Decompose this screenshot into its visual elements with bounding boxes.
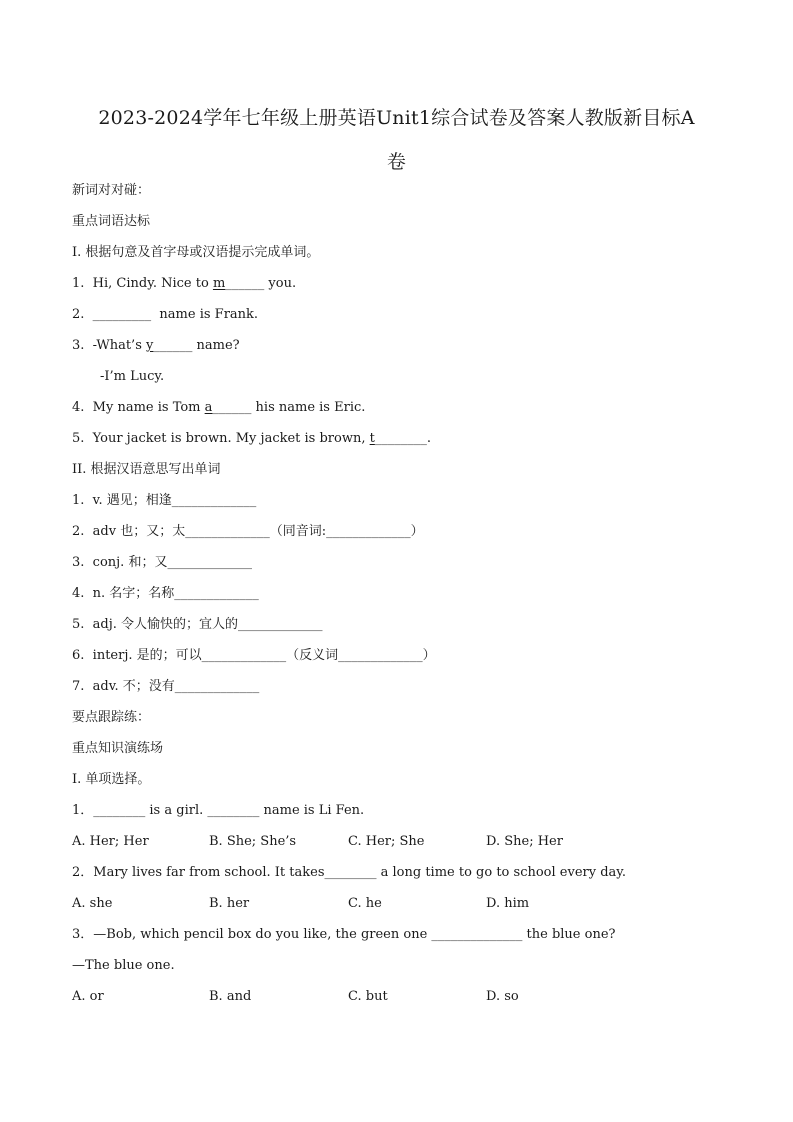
part2-item-2: 2. adv 也；又；太_____________（同音词:_____________） — [72, 524, 424, 539]
part1-item-2 — [72, 306, 258, 324]
question-3-options — [72, 988, 692, 1006]
option-c: C. he — [348, 896, 382, 911]
option-c: C. but — [348, 989, 388, 1004]
item-text: ______ you. — [225, 276, 297, 291]
option-b: B. her — [209, 896, 250, 911]
option-c: C. Her; She — [348, 834, 425, 849]
question-1-options — [72, 833, 692, 851]
item-text: 2. _________ name is Frank. — [72, 307, 259, 322]
item-text: ________. — [374, 431, 431, 446]
section-key-words: 重点词语达标 — [72, 214, 151, 229]
section-new-words: 新词对对碰： — [72, 183, 151, 198]
item-text: -I’m Lucy. — [100, 369, 165, 384]
part2-item-6: 6. interj. 是的；可以_____________（反义词_____________） — [72, 648, 436, 663]
option-d: D. so — [486, 989, 519, 1004]
item-text: 1. Hi, Cindy. Nice to — [72, 276, 213, 291]
part1-heading: I. 根据句意及首字母或汉语提示完成单词。 — [72, 245, 320, 260]
option-d: D. She; Her — [486, 834, 563, 849]
option-d: D. him — [486, 896, 530, 911]
option-a: A. Her; Her — [72, 834, 149, 849]
part1-item-3 — [72, 337, 240, 355]
part1-item-1 — [72, 275, 296, 293]
item-text: 3. -What’s — [72, 338, 146, 353]
item-text: ______ his name is Eric. — [212, 400, 366, 415]
question-2-stem: 2．Mary lives far from school. It takes________ a long time to go to school every day. — [72, 865, 627, 880]
item-text: ______ name? — [153, 338, 240, 353]
hint-letter: m — [212, 276, 226, 291]
item-text: 5. Your jacket is brown. My jacket is brown, — [72, 431, 370, 446]
option-a: A. or — [72, 989, 104, 1004]
question-3-stem-reply: —The blue one. — [72, 958, 175, 973]
document-title-line-2: 卷 — [386, 151, 407, 173]
part2-item-5: 5. adj. 令人愉快的；宜人的_____________ — [72, 617, 323, 632]
part1-item-5 — [72, 430, 431, 448]
part3-heading: I. 单项选择。 — [72, 772, 151, 787]
question-3-stem: 3．—Bob, which pencil box do you like, the green one ______________ the blue one? — [72, 927, 616, 942]
part1-item-3-answer — [100, 368, 164, 386]
item-text: 4. My name is Tom — [72, 400, 205, 415]
hint-letter: y — [146, 338, 154, 353]
option-b: B. and — [209, 989, 252, 1004]
section-practice: 要点跟踪练： — [72, 710, 151, 725]
option-b: B. She; She’s — [209, 834, 297, 849]
part1-item-4 — [72, 399, 365, 417]
question-2-options — [72, 895, 692, 913]
section-drill: 重点知识演练场 — [72, 741, 164, 756]
hint-letter: a — [204, 400, 213, 415]
part2-item-4: 4. n. 名字；名称_____________ — [72, 586, 259, 601]
part2-heading: II. 根据汉语意思写出单词 — [72, 462, 221, 477]
question-1-stem: 1．________ is a girl. ________ name is Li Fen. — [72, 803, 365, 818]
part2-item-7: 7. adv. 不；没有_____________ — [72, 679, 260, 694]
part2-item-3: 3. conj. 和；又_____________ — [72, 555, 252, 570]
part2-item-1: 1. v. 遇见；相逢_____________ — [72, 493, 257, 508]
document-title-line-1: 2023-2024学年七年级上册英语Unit1综合试卷及答案人教版新目标A — [98, 107, 695, 129]
option-a: A. she — [72, 896, 113, 911]
hint-letter: t — [369, 431, 375, 446]
